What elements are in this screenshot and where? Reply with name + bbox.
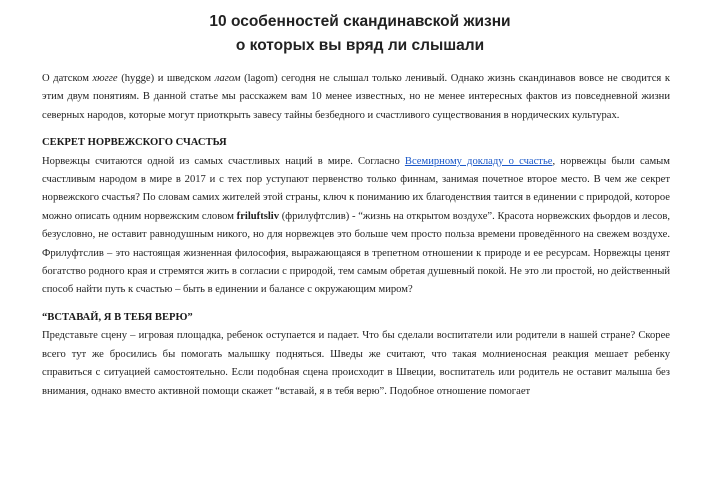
intro-text-end: (lagom) сегодня не слышал только ленивый. Однако жизнь скандинавов вовсе не сводится к этим двум понятиям. В данной статье мы расскажем вам 10 менее известных, но не менее интересных фактов из повседневной жизни северных народов, которые могут приоткрыть завесу тайны безбедного и счастливого существования в нордических культурах. bbox=[42, 73, 670, 121]
lagom-term: лагом bbox=[214, 73, 241, 84]
paragraph-text: , норвежцы были самым счастливым народом в мире в 2017 и с тех пор уступают первенство только финнам, занимая почетное второе место. В чем же секрет норвежского счастья? По словам самих жителей этой страны, ключ к пониманию их благоденствия таится в единении с природой, которое можно описать одним норвежским словом bbox=[42, 155, 671, 222]
world-happiness-report-link[interactable]: Всемирному докладу о счастье bbox=[404, 155, 553, 167]
title-line-2: о которых вы вряд ли слышали bbox=[235, 37, 485, 54]
section-paragraph-norwegian-happiness bbox=[42, 153, 670, 300]
section-heading-norwegian-happiness: СЕКРЕТ НОРВЕЖСКОГО СЧАСТЬЯ bbox=[42, 137, 227, 149]
hygge-term: хюгге bbox=[92, 73, 118, 84]
section-spacer bbox=[42, 300, 670, 309]
document-body bbox=[42, 70, 670, 401]
section-heading-stand-up: “ВСТАВАЙ, Я В ТЕБЯ ВЕРЮ” bbox=[42, 311, 193, 323]
title-line-1: 10 особенностей скандинавской жизни bbox=[209, 13, 511, 30]
intro-text-middle: (hygge) и шведском bbox=[117, 73, 215, 84]
paragraph-text: (фрилуфтслив) - “жизнь на открытом воздухе”. Красота норвежских фьордов и лесов, безусловно, не оставит равнодушным никого, но для норвежцев это больше чем просто польза времени проведённого на свежем воздухе. Фрилуфтслив – это настоящая жизненная философия, выражающаяся в трепетном отношении к природе и ее ресурсам. Норвежцы ценят богатство родного края и стремятся жить в согласии с природой, тем самым обретая душевный покой. Не это ли простой, но действенный способ найти путь к счастью – быть в единении и балансе с окружающим миром? bbox=[42, 210, 670, 296]
section-paragraph-stand-up: Представьте сцену – игровая площадка, ребенок оступается и падает. Что бы сделали воспитатели или родители в нашей стране? Скорее всего тут же бросились бы помогать малышку подняться. Шведы же считают, что такая молниеносная реакция мешает ребенку справиться с ситуацией самостоятельно. Если подобная сцена происходит в Швеции, воспитатель или родитель не оставит малыша без внимания, однако вместо активной помощи скажет “вставай, я в тебя верю”. Подобное отношение помогает bbox=[42, 330, 670, 397]
intro-paragraph bbox=[42, 70, 670, 125]
document-title bbox=[0, 10, 720, 58]
intro-text-start: О датском bbox=[42, 73, 93, 84]
paragraph-text: Норвежцы считаются одной из самых счастливых наций в мире. Согласно bbox=[42, 155, 405, 167]
friluftsliv-term: friluftsliv bbox=[236, 210, 280, 222]
